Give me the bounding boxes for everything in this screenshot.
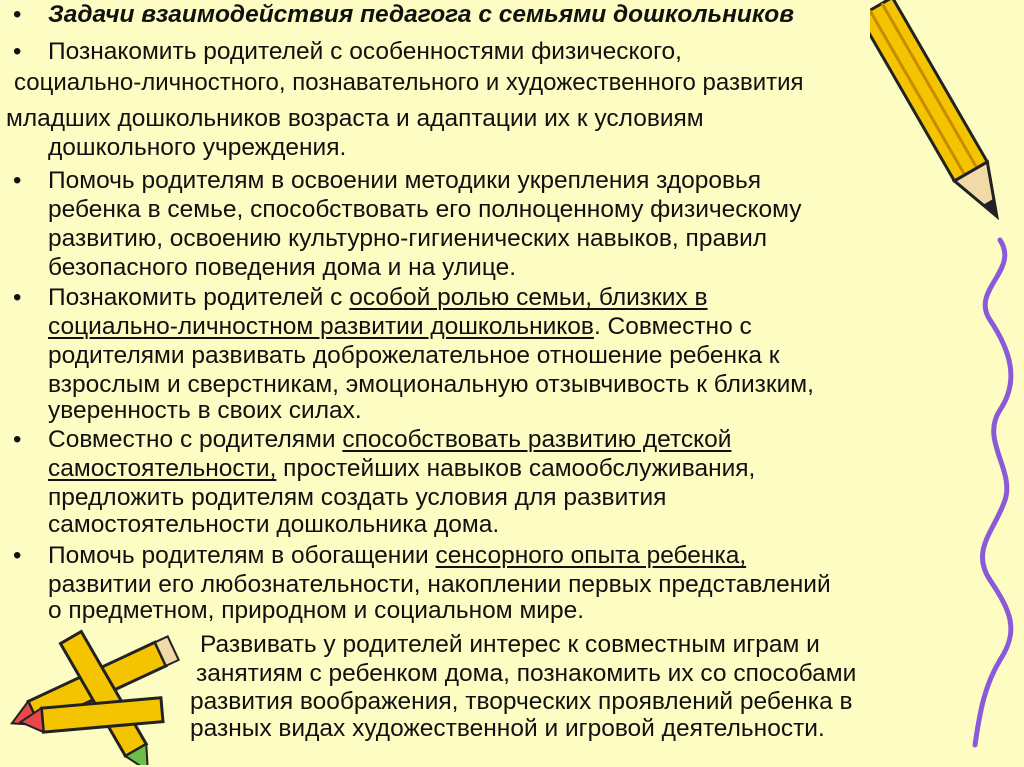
item6-line1: Развивать у родителей интерес к совместным играм и — [200, 631, 820, 658]
item3-line2-text: . Совместно с — [593, 313, 752, 340]
item4-underlined-2: самостоятельности, — [48, 455, 277, 482]
item3-line1 — [48, 283, 708, 312]
pencils-bundle-icon — [0, 615, 200, 765]
item1-line4: дошкольного учреждения. — [48, 134, 347, 161]
item1-line3: младших дошкольников возраста и адаптации их к условиям — [6, 105, 704, 132]
item3-line3: родителями развивать доброжелательное отношение ребенка к — [48, 342, 780, 369]
item4-line1-text: Совместно с родителями — [48, 426, 343, 453]
item5-line3: о предметном, природном и социальном мире. — [48, 597, 585, 624]
item6-line2: занятиям с ребенком дома, познакомить их со способами — [196, 660, 857, 687]
item6-line3: развития воображения, творческих проявлений ребенка в — [190, 688, 853, 715]
item5-line2: развитии его любознательности, накоплении первых представлений — [48, 571, 831, 598]
bullet: • — [13, 426, 22, 453]
item5-line1 — [48, 541, 746, 570]
item4-line3: предложить родителям создать условия для развития — [48, 484, 667, 511]
bullet: • — [13, 542, 22, 569]
bullet: • — [13, 38, 22, 65]
item4-line4: самостоятельности дошкольника дома. — [48, 511, 500, 538]
item3-underlined-1: особой ролью семьи, близких в — [349, 284, 708, 311]
item4-line1 — [48, 425, 732, 454]
item3-underlined-2: социально-личностном развитии дошкольников — [48, 313, 594, 340]
item2-line3: развитию, освоению культурно-гигиенических навыков, правил — [48, 225, 768, 252]
squiggle-line — [960, 230, 1024, 750]
item3-line2 — [48, 312, 752, 341]
item3-line5: уверенность в своих силах. — [48, 397, 362, 424]
bullet: • — [13, 284, 22, 311]
bullet: • — [13, 1, 22, 28]
item5-line1-text: Помочь родителям в обогащении — [48, 542, 436, 569]
item1-line2: социально-личностного, познавательного и художественного развития — [14, 69, 804, 96]
item6-line4: разных видах художественной и игровой деятельности. — [190, 715, 825, 742]
pencil-icon — [870, 0, 1010, 240]
item1-line1: Познакомить родителей с особенностями физического, — [48, 38, 682, 65]
item2-line2: ребенка в семье, способствовать его полноценному физическому — [48, 196, 802, 223]
item3-line4: взрослым и сверстникам, эмоциональную отзывчивость к близким, — [48, 371, 814, 398]
item4-line2-text: простейших навыков самообслуживания, — [276, 455, 756, 482]
item3-line1-text: Познакомить родителей с — [48, 284, 350, 311]
item2-line4: безопасного поведения дома и на улице. — [48, 254, 517, 281]
slide-title: Задачи взаимодействия педагога с семьями дошкольников — [48, 1, 795, 28]
item2-line1: Помочь родителям в освоении методики укрепления здоровья — [48, 167, 762, 194]
item4-line2 — [48, 454, 755, 483]
bullet: • — [13, 167, 22, 194]
item4-underlined-1: способствовать развитию детской — [342, 426, 732, 453]
item5-underlined-1: сенсорного опыта ребенка, — [435, 542, 747, 569]
